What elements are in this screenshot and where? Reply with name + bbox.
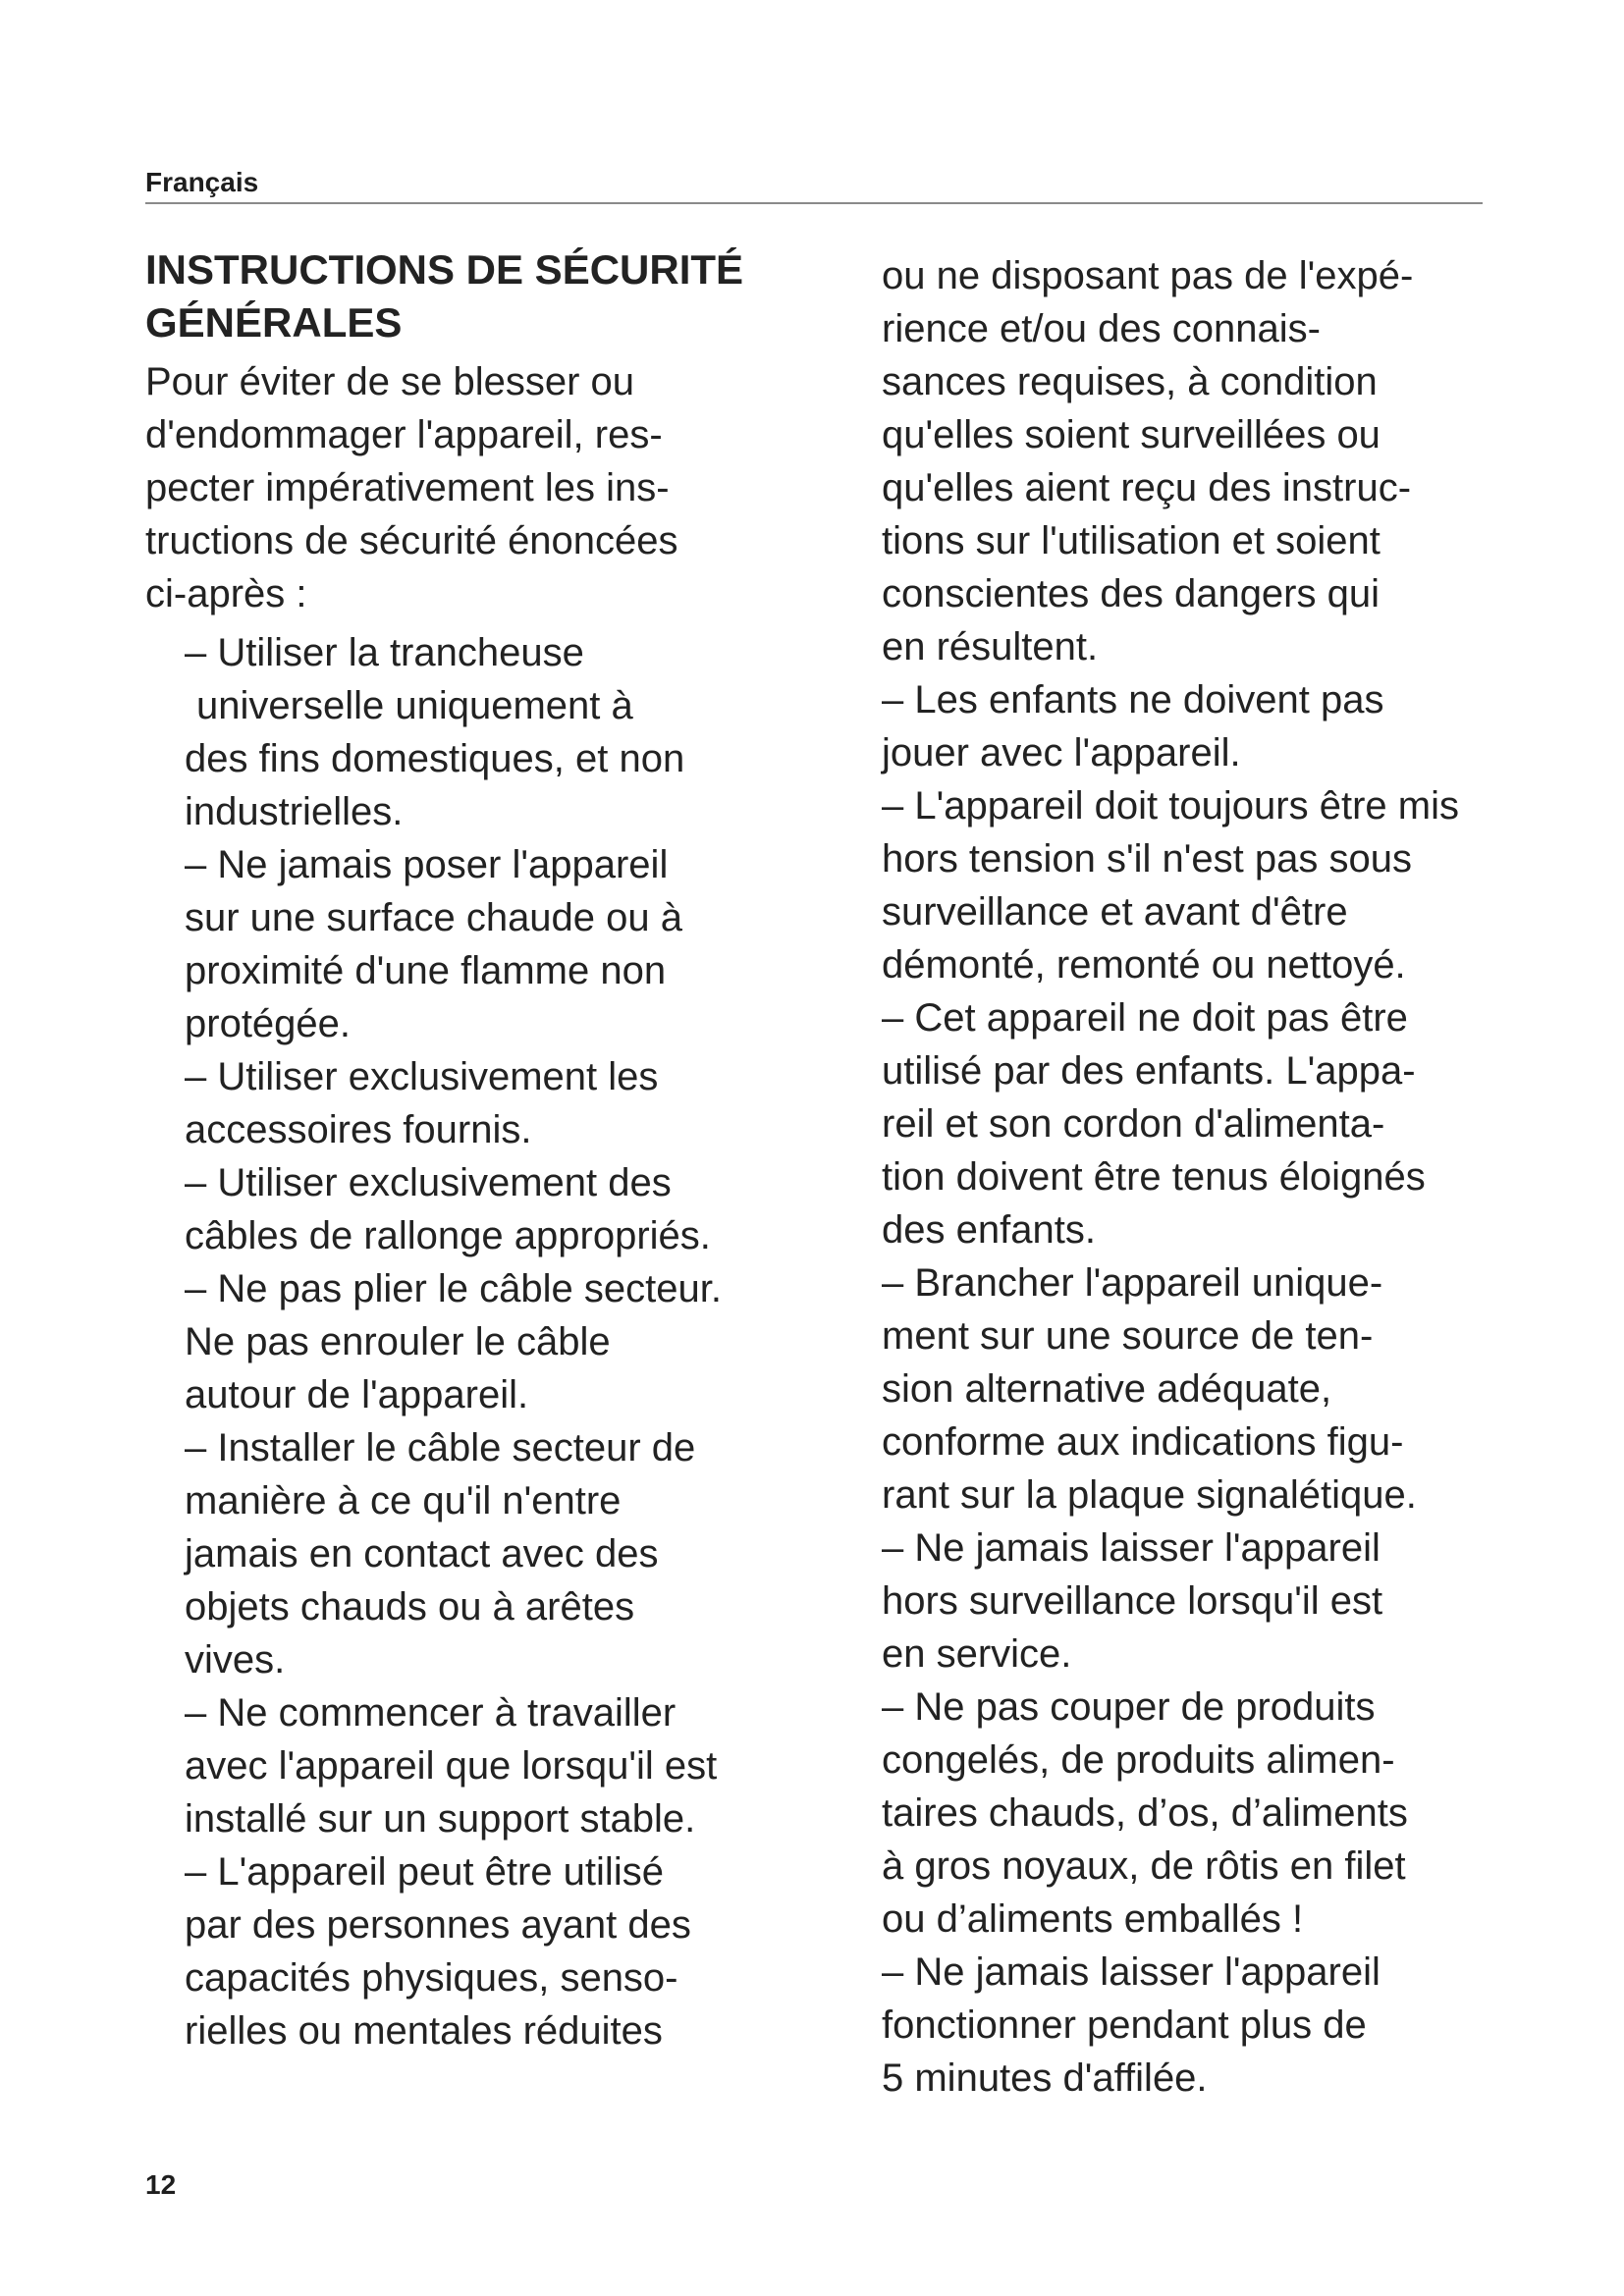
instruction-line: hors tension s'il n'est pas sous [882,837,1412,881]
left-column [145,243,793,2057]
intro-line: d'endommager l'appareil, res- [145,413,663,456]
instruction-line: rielles ou mentales réduites [185,2009,663,2053]
instruction-line: qu'elles aient reçu des instruc- [882,466,1412,509]
intro-line: pecter impérativement les ins- [145,466,670,509]
instruction-line: accessoires fournis. [185,1108,532,1151]
intro-line: ci-après : [145,572,307,615]
instruction-line: tion doivent être tenus éloignés [882,1155,1426,1199]
header-language: Français [145,167,259,197]
instruction-line: ou ne disposant pas de l'expé- [882,254,1414,297]
instruction-line: – Brancher l'appareil unique- [882,1261,1383,1305]
instruction-line: jamais en contact avec des [185,1532,659,1575]
intro-line: tructions de sécurité énoncées [145,519,678,562]
instruction-line: – Utiliser exclusivement des [185,1161,672,1204]
instruction-line: – Ne pas couper de produits [882,1685,1376,1729]
section-title [145,243,793,349]
instruction-line: – Ne jamais laisser l'appareil [882,1950,1380,1994]
instruction-line: – Les enfants ne doivent pas [882,678,1384,721]
instruction-line: des fins domestiques, et non [185,737,685,780]
instruction-line: Ne pas enrouler le câble [185,1320,611,1363]
instruction-line: conforme aux indications figu- [882,1420,1404,1464]
instruction-line: vives. [185,1638,286,1682]
instruction-line: protégée. [185,1002,352,1045]
instruction-line: congelés, de produits alimen- [882,1738,1395,1782]
instruction-line: à gros noyaux, de rôtis en filet [882,1844,1406,1888]
instruction-line: démonté, remonté ou nettoyé. [882,943,1406,987]
right-column [882,249,1530,2105]
instruction-line: – Cet appareil ne doit pas être [882,996,1408,1040]
instruction-line: rant sur la plaque signalétique. [882,1473,1417,1517]
instruction-line: taires chauds, d’os, d’aliments [882,1791,1408,1835]
instruction-line: avec l'appareil que lorsqu'il est [185,1744,718,1788]
instruction-line: conscientes des dangers qui [882,572,1380,615]
intro-paragraph [145,355,793,620]
instruction-line: ou d’aliments emballés ! [882,1897,1304,1941]
instruction-line: sances requises, à condition [882,360,1378,403]
page-number: 12 [145,2169,177,2200]
section-title-line: INSTRUCTIONS DE SÉCURITÉ [145,246,744,293]
instruction-line: capacités physiques, senso- [185,1956,678,2000]
instruction-line: – Ne jamais laisser l'appareil [882,1526,1380,1570]
instruction-line: utilisé par des enfants. L'appa- [882,1049,1416,1093]
instruction-line: – L'appareil peut être utilisé [185,1850,664,1894]
instruction-line: universelle uniquement à [196,684,633,727]
instruction-line: – L'appareil doit toujours être mis [882,784,1459,828]
instruction-line: installé sur un support stable. [185,1797,696,1841]
header-divider [145,202,1483,204]
instruction-line: hors surveillance lorsqu'il est [882,1579,1383,1623]
instruction-line: qu'elles soient surveillées ou [882,413,1380,456]
instruction-line: autour de l'appareil. [185,1373,529,1416]
instruction-line: – Ne pas plier le câble secteur. [185,1267,722,1310]
instruction-line: – Ne commencer à travailler [185,1691,677,1735]
instruction-line: – Installer le câble secteur de [185,1426,696,1469]
instruction-line: manière à ce qu'il n'entre [185,1479,622,1522]
instruction-line: jouer avec l'appareil. [882,731,1241,774]
intro-line: Pour éviter de se blesser ou [145,360,635,403]
instruction-line: sion alternative adéquate, [882,1367,1332,1411]
instruction-line: objets chauds ou à arêtes [185,1585,635,1629]
instruction-line: – Utiliser la trancheuse [185,631,584,674]
instruction-line: rience et/ou des connais- [882,307,1321,350]
instruction-line: – Ne jamais poser l'appareil [185,843,669,886]
instruction-line: reil et son cordon d'alimenta- [882,1102,1385,1146]
instruction-line: en service. [882,1632,1072,1676]
instruction-line: surveillance et avant d'être [882,890,1348,934]
instruction-line: câbles de rallonge appropriés. [185,1214,711,1257]
left-instructions-list [145,626,793,2057]
instruction-line: industrielles. [185,790,404,833]
instruction-line: – Utiliser exclusivement les [185,1055,659,1098]
instruction-line: 5 minutes d'affilée. [882,2056,1208,2100]
instruction-line: fonctionner pendant plus de [882,2003,1367,2047]
instruction-line: ment sur une source de ten- [882,1314,1374,1358]
instruction-line: par des personnes ayant des [185,1903,691,1947]
instruction-line: sur une surface chaude ou à [185,896,683,939]
instruction-line: en résultent. [882,625,1099,668]
instruction-line: proximité d'une flamme non [185,949,667,992]
instruction-line: tions sur l'utilisation et soient [882,519,1380,562]
section-title-line: GÉNÉRALES [145,299,403,346]
instruction-line: des enfants. [882,1208,1096,1252]
